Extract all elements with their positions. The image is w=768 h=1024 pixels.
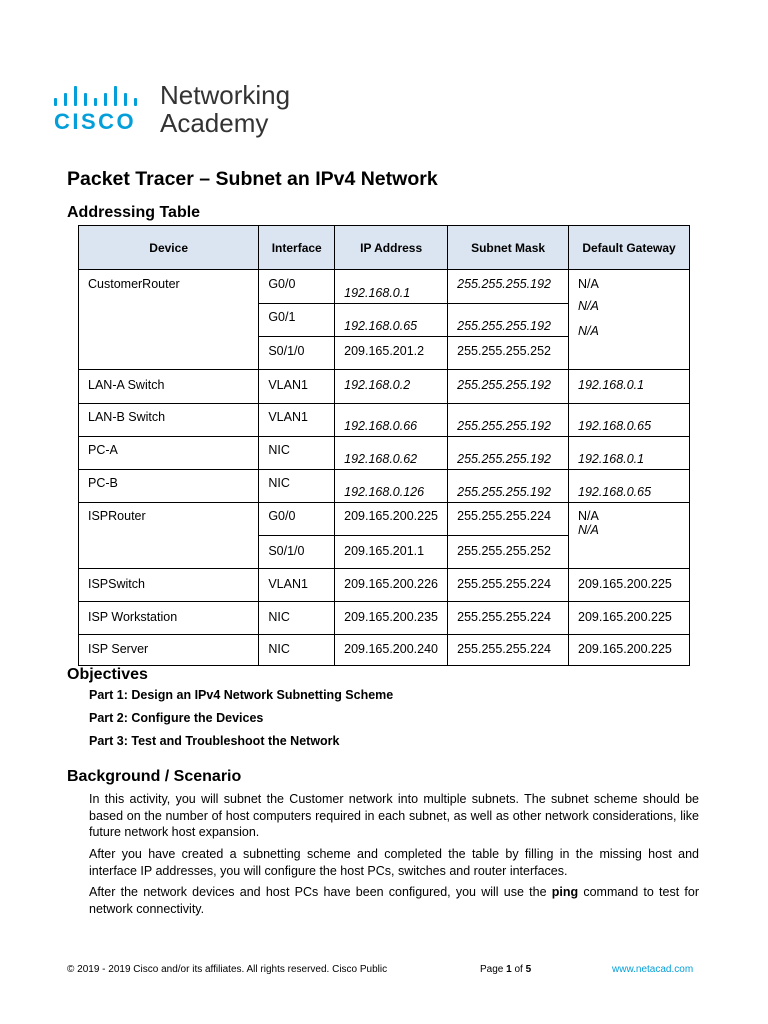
cisco-wordmark: CISCO (54, 109, 137, 134)
addressing-table (78, 225, 690, 666)
table-header-row (79, 226, 690, 270)
gateway-cell: 192.168.0.65 (569, 404, 690, 437)
device-cell: ISP Workstation (79, 602, 259, 635)
footer-website-link[interactable]: www.netacad.com (612, 964, 694, 975)
column-header: Interface (259, 226, 335, 270)
table-row (79, 503, 690, 536)
device-cell: LAN-B Switch (79, 404, 259, 437)
table-row (79, 370, 690, 404)
mask-cell: 255.255.255.252 (448, 536, 569, 569)
table-row (79, 569, 690, 602)
gateway-cell: N/A N/A (569, 503, 690, 569)
mask-cell: 255.255.255.192 (448, 437, 569, 470)
mask-cell: 255.255.255.224 (448, 635, 569, 666)
table-row (79, 270, 690, 304)
paragraph-text: After the network devices and host PCs have been configured, you will use the (89, 885, 552, 899)
objectives-heading: Objectives (67, 666, 148, 683)
ip-cell: 192.168.0.2 (335, 370, 448, 404)
column-header: Subnet Mask (448, 226, 569, 270)
background-paragraph-1: In this activity, you will subnet the Customer network into multiple subnets. The subnet scheme should be based on the number of host computers required in each subnet, as well as other network considerations, like future network host expansion. (89, 792, 699, 839)
gateway-cell: 209.165.200.225 (569, 602, 690, 635)
logo-academy-text: Academy (160, 108, 269, 138)
interface-cell: G0/0 (259, 270, 335, 304)
gateway-cell: 209.165.200.225 (569, 569, 690, 602)
cisco-networking-academy-logo (54, 82, 314, 142)
table-row (79, 635, 690, 666)
background-heading: Background / Scenario (67, 768, 242, 785)
ip-cell: 192.168.0.65 (335, 304, 448, 337)
interface-cell: NIC (259, 470, 335, 503)
mask-cell: 255.255.255.224 (448, 569, 569, 602)
device-cell: PC-B (79, 470, 259, 503)
mask-cell: 255.255.255.192 (448, 370, 569, 404)
mask-cell: 255.255.255.224 (448, 602, 569, 635)
device-cell: CustomerRouter (79, 270, 259, 370)
device-cell: ISP Server (79, 635, 259, 666)
ip-cell: 192.168.0.62 (335, 437, 448, 470)
gateway-cell: 192.168.0.1 (569, 437, 690, 470)
ip-cell: 209.165.201.2 (335, 337, 448, 370)
ip-cell: 209.165.200.225 (335, 503, 448, 536)
addressing-table-heading: Addressing Table (67, 204, 201, 221)
paragraph-text: command to test for network connectivity. (89, 885, 699, 916)
device-cell: ISPSwitch (79, 569, 259, 602)
column-header: IP Address (335, 226, 448, 270)
gateway-cell: 192.168.0.1 (569, 370, 690, 404)
objective-item: Part 3: Test and Troubleshoot the Network (89, 734, 340, 748)
ip-cell: 209.165.200.226 (335, 569, 448, 602)
interface-cell: S0/1/0 (259, 536, 335, 569)
interface-cell: G0/0 (259, 503, 335, 536)
mask-cell: 255.255.255.192 (448, 470, 569, 503)
mask-cell: 255.255.255.192 (448, 304, 569, 337)
interface-cell: G0/1 (259, 304, 335, 337)
interface-cell: VLAN1 (259, 404, 335, 437)
background-paragraph-3 (89, 884, 699, 917)
device-cell: PC-A (79, 437, 259, 470)
logo-networking-text: Networking (160, 80, 291, 110)
device-cell: ISPRouter (79, 503, 259, 569)
interface-cell: VLAN1 (259, 569, 335, 602)
ip-cell: 192.168.0.66 (335, 404, 448, 437)
ping-command: ping (551, 885, 579, 899)
ip-cell: 192.168.0.126 (335, 470, 448, 503)
mask-cell: 255.255.255.224 (448, 503, 569, 536)
gateway-cell: 209.165.200.225 (569, 635, 690, 666)
page-title: Packet Tracer – Subnet an IPv4 Network (67, 168, 438, 190)
table-row (79, 602, 690, 635)
column-header: Device (79, 226, 259, 270)
background-paragraph-2: After you have created a subnetting scheme and completed the table by filling in the missing host and interface IP addresses, you will configure the host PCs, switches and router interfaces. (89, 847, 699, 878)
interface-cell: NIC (259, 437, 335, 470)
device-cell: LAN-A Switch (79, 370, 259, 404)
mask-cell: 255.255.255.192 (448, 270, 569, 304)
interface-cell: NIC (259, 635, 335, 666)
interface-cell: VLAN1 (259, 370, 335, 404)
ip-cell: 209.165.200.240 (335, 635, 448, 666)
cisco-bars-icon (54, 86, 150, 106)
gateway-cell: 192.168.0.65 (569, 470, 690, 503)
ip-cell: 209.165.200.235 (335, 602, 448, 635)
interface-cell: NIC (259, 602, 335, 635)
mask-cell: 255.255.255.252 (448, 337, 569, 370)
objective-item: Part 1: Design an IPv4 Network Subnetting Scheme (89, 688, 394, 702)
table-row (79, 404, 690, 437)
footer-page-number: Page 1 of 5 (480, 964, 532, 975)
ip-cell: 192.168.0.1 (335, 270, 448, 304)
mask-cell: 255.255.255.192 (448, 404, 569, 437)
interface-cell: S0/1/0 (259, 337, 335, 370)
objective-item: Part 2: Configure the Devices (89, 711, 264, 725)
ip-cell: 209.165.201.1 (335, 536, 448, 569)
table-row (79, 470, 690, 503)
gateway-cell: N/A N/A N/A (569, 270, 690, 370)
column-header: Default Gateway (569, 226, 690, 270)
footer-copyright: © 2019 - 2019 Cisco and/or its affiliates. All rights reserved. Cisco Public (67, 964, 388, 975)
table-row (79, 437, 690, 470)
